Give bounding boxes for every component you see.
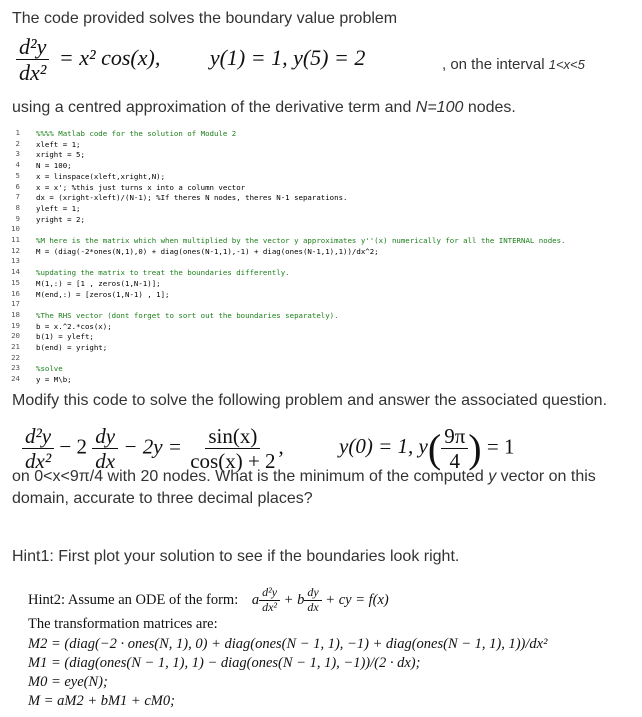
code-line: yleft = 1; — [36, 203, 81, 213]
fraction-numerator: dy — [304, 586, 321, 601]
hint2-m: M = aM2 + bM1 + cM0; — [28, 693, 175, 709]
fraction-denominator: dx² — [262, 599, 278, 614]
code-listing — [0, 128, 642, 386]
fraction-denominator: dx — [95, 449, 116, 474]
fraction-denominator: dx — [307, 599, 319, 614]
hint2-box — [0, 580, 642, 717]
minus-two-y: − 2y = — [123, 434, 182, 459]
fraction-numerator: dy — [92, 424, 118, 449]
boundary-conditions: y(1) = 1, y(5) = 2 — [209, 44, 366, 70]
code-line-number: 20 — [11, 331, 20, 341]
code-line: y = M\b; — [36, 375, 72, 385]
comma: , — [278, 434, 284, 459]
ode-rest: + cy = f(x) — [325, 591, 389, 608]
code-line-number: 21 — [11, 342, 20, 351]
code-line: b(end) = yright; — [36, 343, 108, 352]
approx-a: using a centred approximation of the derivative term and — [12, 99, 416, 116]
question-c: domain, accurate to three decimal places? — [12, 490, 313, 507]
code-line-number: 17 — [11, 299, 20, 309]
code-line-number: 15 — [11, 277, 20, 287]
minus-two: − 2 — [59, 434, 87, 459]
code-line-number: 23 — [11, 363, 20, 373]
code-line: %%%% Matlab code for the solution of Module 2 — [36, 129, 237, 138]
code-line-number: 4 — [15, 160, 20, 170]
code-line-number: 9 — [15, 213, 20, 223]
question-text — [12, 466, 632, 510]
approx-n: N=100 — [415, 99, 464, 116]
code-line-number: 14 — [11, 267, 20, 277]
fraction-denominator: cos(x) + 2 — [190, 449, 276, 474]
close-paren: ) — [468, 426, 482, 472]
open-paren: ( — [427, 426, 442, 472]
hint-d2-fraction — [259, 586, 280, 615]
fraction-denominator: dx² — [25, 449, 52, 474]
bc-part-b: = 1 — [486, 434, 515, 459]
code-line: dx = (xright-xleft)/(N-1); %If theres N nodes, theres N-1 separations. — [36, 193, 348, 203]
code-line-number: 22 — [11, 352, 20, 362]
code-line-number: 16 — [11, 288, 20, 298]
coef-b: + b — [283, 591, 305, 608]
code-line: M(1,:) = [1 , zeros(1,N-1)]; — [36, 278, 161, 288]
code-line-number: 19 — [11, 320, 20, 330]
code-line: %updating the matrix to treat the boundaries differently. — [36, 268, 290, 278]
code-line-number: 6 — [15, 181, 20, 191]
code-line-number: 13 — [11, 256, 20, 266]
equation-1 — [16, 34, 365, 86]
question-a: on 0<x<9π/4 with 20 nodes. What is the minimum of the computed — [12, 468, 489, 485]
code-line: M = (diag(-2*ones(N,1),0) + diag(ones(N-1,1),-1) + diag(ones(N-1,1),1))/dx^2; — [36, 246, 379, 256]
code-line: %solve — [36, 364, 63, 374]
hint2-transform: The transformation matrices are: — [28, 616, 218, 632]
fraction-numerator: 9π — [441, 424, 468, 449]
code-line-number: 3 — [15, 149, 20, 159]
code-line: yright = 2; — [36, 214, 85, 224]
code-line: %M here is the matrix which when multiplied by the vector y approximates y''(x) numerically for all the INTERNAL nodes. — [36, 236, 566, 245]
code-line-number: 2 — [15, 138, 20, 148]
hint2-m2: M2 = (diag(−2 · ones(N, 1), 0) + diag(ones(N − 1, 1), −1) + diag(ones(N − 1, 1), 1))/dx² — [28, 636, 548, 652]
code-line-number: 10 — [11, 224, 20, 234]
fraction-denominator: dx² — [19, 60, 47, 86]
code-line-number: 8 — [15, 202, 20, 212]
code-line-number: 7 — [15, 192, 20, 202]
equation-rhs: = x² cos(x), — [58, 44, 161, 70]
interval-value: 1<x<5 — [548, 57, 585, 72]
question-y: y — [488, 468, 497, 485]
fraction-numerator: d²y — [259, 586, 280, 601]
code-line-number: 12 — [11, 245, 20, 255]
code-line: M(end,:) = [zeros(1,N-1) , 1]; — [36, 289, 170, 299]
fraction-numerator: sin(x) — [205, 424, 260, 449]
code-line-number: 24 — [11, 374, 20, 384]
hint2-m0: M0 = eye(N); — [28, 674, 108, 690]
code-line-number: 18 — [11, 309, 20, 319]
second-derivative-fraction — [16, 34, 49, 86]
fraction-numerator: d²y — [22, 424, 54, 449]
interval-prefix: , on the interval — [442, 56, 549, 73]
code-line: xleft = 1; — [36, 139, 81, 149]
code-line: N = 100; — [36, 161, 72, 171]
hint-d1-fraction — [304, 586, 321, 615]
code-line: xright = 5; — [36, 150, 85, 160]
approx-line — [12, 99, 516, 117]
coef-a: a — [251, 591, 260, 608]
intro-line: The code provided solves the boundary value problem — [12, 10, 398, 27]
hint2-ode — [28, 586, 389, 615]
code-line: b = x.^2.*cos(x); — [36, 321, 112, 331]
code-line-number: 1 — [15, 128, 20, 137]
code-line: b(1) = yleft; — [36, 332, 94, 342]
hint1: Hint1: First plot your solution to see if the boundaries look right. — [12, 548, 460, 565]
bc-part-a: y(0) = 1, y — [339, 434, 428, 459]
code-line: x = x'; %this just turns x into a column vector — [36, 182, 246, 192]
code-line-number: 5 — [15, 170, 20, 180]
fraction-numerator: d²y — [16, 34, 49, 60]
code-line-number: 11 — [11, 235, 20, 244]
question-b: vector on this — [496, 468, 596, 485]
fraction-denominator: 4 — [449, 449, 460, 474]
interval-text — [442, 56, 585, 73]
hint2-lead: Hint2: Assume an ODE of the form: — [28, 591, 239, 608]
code-line: %The RHS vector (dont forget to sort out the boundaries separately). — [36, 310, 339, 320]
hint2-m1: M1 = (diag(ones(N − 1, 1), 1) − diag(ones(N − 1, 1), −1))/(2 · dx); — [28, 655, 421, 671]
approx-c: nodes. — [463, 99, 516, 116]
code-line: x = linspace(xleft,xright,N); — [36, 171, 166, 181]
modify-text: Modify this code to solve the following problem and answer the associated question. — [12, 392, 608, 409]
